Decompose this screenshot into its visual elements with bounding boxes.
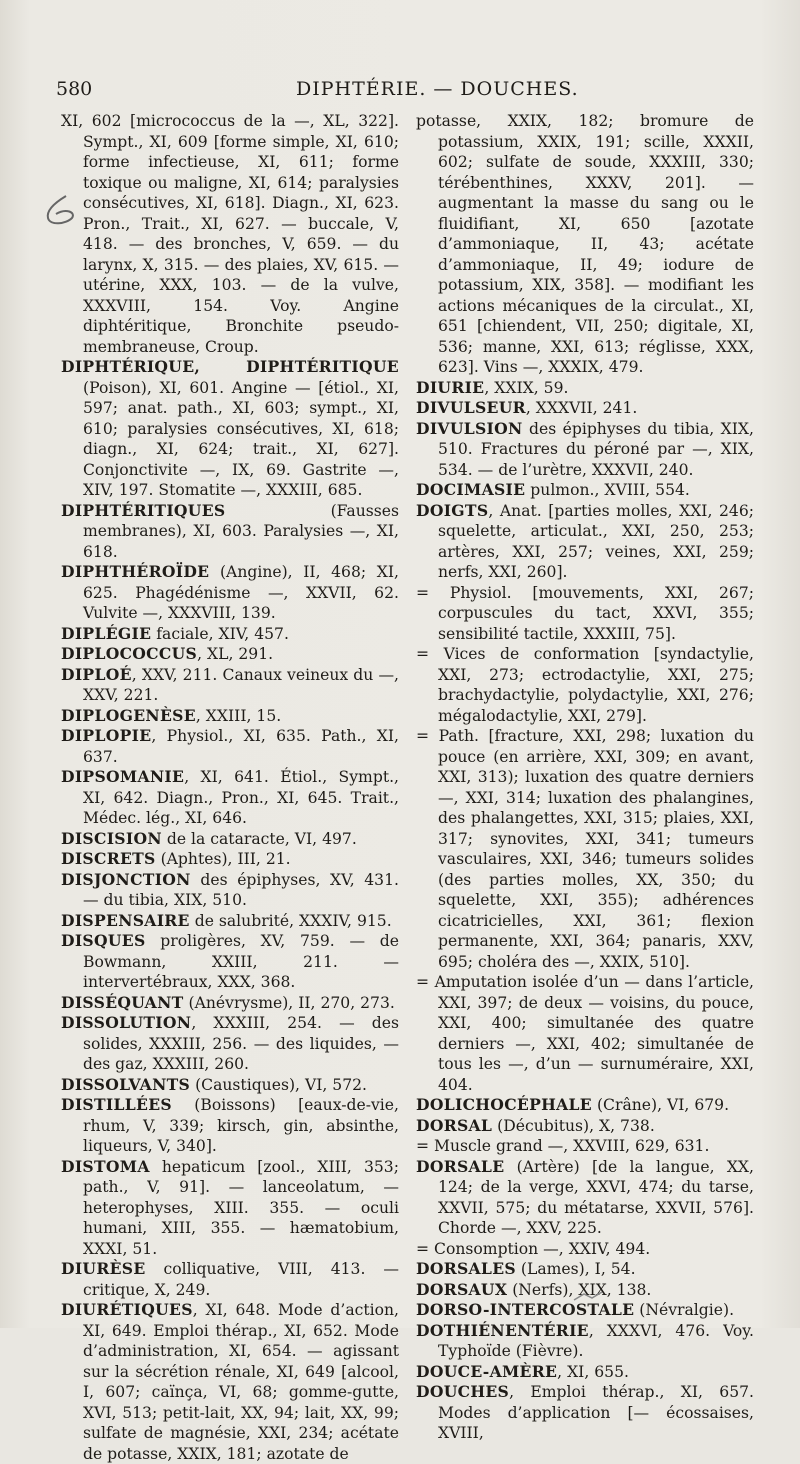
entry-text: XI, 602 [micrococcus de la —, XL, 322]. Sympt., XI, 609 [forme simple, XI, 610; forme infectieuse, XI, 611; forme toxique ou maligne, XI, 614; paralysies consécutives, XI, 618]. Diagn., XI, 623. Pron., Trait., XI, 627. — buccale, V, 418. — des bronches, V, 659. — du larynx, X, 315. — des plaies, XV, 615. — utérine, XXX, 103. — de la vulve, XXXVIII, 154. Voy. Angine diphtéritique, Bronchite pseudo-membraneuse, Croup. (61, 112, 399, 356)
entry-headword: DORSAL (416, 1115, 493, 1135)
entry-text: = Amputation isolée d’un — dans l’article, XXI, 397; de deux — voisins, du pouce, XXI, 400; simultanée des quatre derniers —, XXI, 402; simultanée de tous les —, d’un — surnuméraire, XXI, 404. (416, 973, 754, 1094)
entry-headword: DORSO-INTERCOSTALE (416, 1300, 635, 1319)
entry-text: = Path. [fracture, XXI, 298; luxation du pouce (en arrière, XXI, 309; en avant, XXI, 313); luxation des quatre derniers —, XXI, 314; luxation des phalangines, des phalangettes, XXI, 315; plaies, XXI, 317; synovites, XXI, 341; tumeurs vasculaires, XXI, 346; tumeurs solides (des parties molles, XX, 350; du squelette, XXI, 355); adhérences cicatricielles, XXI, 361; flexion permanente, XXI, 364; panaris, XXV, 695; choléra des —, XXIX, 510]. (416, 727, 754, 971)
index-entry (416, 1321, 754, 1362)
entry-text: , Physiol., XI, 635. Path., XI, 637. (83, 727, 399, 766)
entry-text: des épiphyses, XV, 431. — du tibia, XIX, 510. (83, 870, 399, 909)
entry-headword: DIPLOGENÈSE (61, 705, 196, 725)
index-entry (61, 1075, 399, 1096)
entry-headword: DIPLOÉ (61, 664, 132, 684)
entry-text: , XXXVII, 241. (525, 399, 638, 417)
index-entry (416, 972, 754, 1095)
entry-text: = Muscle grand —, XXVIII, 629, 631. (416, 1137, 710, 1155)
entry-text: de salubrité, XXXIV, 915. (194, 911, 392, 930)
entry-headword: DISTILLÉES (61, 1095, 172, 1114)
entry-text: (Crâne), VI, 679. (596, 1096, 730, 1114)
entry-text: , XXXIII, 254. — des solides, XXXIII, 256. — des liquides, — des gaz, XXXIII, 260. (83, 1014, 399, 1073)
index-entry (416, 1136, 754, 1157)
entry-text: des épiphyses du tibia, XIX, 510. Fractures du péroné par —, XIX, 534. — de l’urètre, XXXVII, 240. (438, 419, 754, 479)
index-entry (416, 726, 754, 972)
index-entry (416, 419, 754, 481)
index-entry (61, 357, 399, 501)
page-number: 580 (56, 78, 93, 100)
entry-headword: DIPSOMANIE (61, 767, 185, 786)
entry-text: (Décubitus), X, 738. (497, 1116, 655, 1135)
entry-text: , XXIII, 15. (195, 706, 282, 725)
entry-headword: DIURÈSE (61, 1259, 146, 1278)
index-entry (61, 624, 399, 645)
entry-headword: DISPENSAIRE (61, 910, 190, 930)
index-entry (416, 501, 754, 583)
entry-text: , XXXVI, 476. Voy. Typhoïde (Fièvre). (438, 1321, 754, 1360)
entry-text: (Anévrysme), II, 270, 273. (188, 993, 395, 1012)
index-entry (61, 911, 399, 932)
index-entry (61, 501, 399, 563)
index-entry (61, 665, 399, 706)
entry-headword: DOCIMASIE (416, 480, 526, 499)
entry-text: = Vices de conformation [syndactylie, XXI, 273; ectrodactylie, XXI, 275; brachydactylie, polydactylie, XXI, 276; mégalodactylie, XXI, 279]. (416, 645, 754, 725)
entry-headword: DIVULSION (416, 418, 523, 438)
index-entry (416, 480, 754, 501)
entry-headword: DIPLOCOCCUS (61, 644, 198, 663)
pencil-scribble-icon (570, 1288, 610, 1306)
entry-text: , XI, 648. Mode d’action, XI, 649. Emploi thérap., XI, 652. Mode d’administration, XI, 654. — agissant sur la sécrétion rénale, XI, 649 [alcool, I, 607; caïnça, VI, 68; gomme-gutte, XVI, 513; petit-lait, XX, 94; lait, XX, 99; sulfate de magnésie, XXI, 234; acétate de potasse, XXIX, 181; azotate de (83, 1301, 399, 1463)
entry-headword: DISSOLUTION (61, 1013, 192, 1032)
index-entry (61, 706, 399, 727)
index-entry (416, 1239, 754, 1260)
index-entry (416, 111, 754, 378)
index-entry (416, 1157, 754, 1239)
entry-headword: DISJONCTION (61, 869, 191, 889)
entry-text: (Lames), I, 54. (520, 1260, 636, 1278)
right-column (416, 111, 754, 1444)
entry-text: , XI, 641. Étiol., Sympt., XI, 642. Diagn., Pron., XI, 645. Trait., Médec. lég., XI, 646. (83, 768, 399, 827)
entry-headword: DIURIE (416, 377, 485, 397)
entry-headword: DISCRETS (61, 849, 156, 868)
index-entry (61, 111, 399, 357)
entry-headword: DISSÉQUANT (61, 992, 184, 1012)
index-entry (416, 1259, 754, 1280)
page-header (56, 78, 726, 106)
entry-headword: DIVULSEUR (416, 398, 526, 417)
index-entry (61, 870, 399, 911)
entry-headword: DISTOMA (61, 1156, 150, 1176)
index-entry (61, 562, 399, 624)
entry-text: faciale, XIV, 457. (156, 624, 289, 643)
index-entry (61, 1013, 399, 1075)
entry-text: (Nerfs), XIX, 138. (512, 1280, 652, 1299)
entry-headword: DIPHTÉRITIQUES (61, 500, 226, 520)
entry-headword: DORSALE (416, 1156, 505, 1176)
entry-text: (Artère) [de la langue, XX, 124; de la verge, XXVI, 474; du tarse, XXVII, 575; du métatarse, XXVII, 576]. Chorde —, XXV, 225. (438, 1157, 754, 1237)
index-entry (61, 767, 399, 829)
entry-text: , Emploi thérap., XI, 657. Modes d’application [— écossaises, XVIII, (438, 1383, 754, 1442)
index-entry (61, 1259, 399, 1300)
entry-headword: DOUCE-AMÈRE (416, 1361, 558, 1381)
entry-text: hepaticum [zool., XIII, 353; path., V, 91]. — lanceolatum, — heterophyses, XIII. 355. — oculi humani, XIII, 355. — hæmatobium, XXXI, 51. (83, 1157, 399, 1258)
entry-headword: DIPHTHÉROÏDE (61, 562, 210, 581)
index-entry (61, 1157, 399, 1260)
entry-headword: DOUCHES (416, 1382, 510, 1401)
index-entry (416, 1116, 754, 1137)
entry-text: (Fausses membranes), XI, 603. Paralysies —, XI, 618. (83, 501, 399, 561)
entry-headword: DOTHIÉNENTÉRIE (416, 1320, 589, 1340)
entry-headword: DOIGTS (416, 500, 489, 520)
entry-text: (Caustiques), VI, 572. (195, 1075, 367, 1094)
entry-headword: DIURÉTIQUES (61, 1300, 193, 1319)
entry-text: (Névralgie). (639, 1301, 735, 1319)
left-column (61, 111, 399, 1464)
entry-text: , XXV, 211. Canaux veineux du —, XXV, 221. (83, 665, 399, 704)
entry-text: colliquative, VIII, 413. — critique, X, 249. (83, 1260, 399, 1299)
entry-headword: DORSALES (416, 1259, 516, 1278)
entry-text: (Aphtes), III, 21. (160, 850, 291, 868)
index-entry (416, 644, 754, 726)
entry-text: , XXIX, 59. (484, 378, 569, 397)
entry-text: proligères, XV, 759. — de Bowmann, XXIII, 211. — intervertébraux, XXX, 368. (83, 932, 399, 991)
entry-text: pulmon., XVIII, 554. (530, 481, 690, 499)
index-entry (61, 644, 399, 665)
entry-headword: DISCISION (61, 828, 162, 848)
index-entry (61, 1300, 399, 1464)
index-entry (416, 1095, 754, 1116)
entry-text: de la cataracte, VI, 497. (166, 829, 357, 848)
entry-headword: DOLICHOCÉPHALE (416, 1095, 592, 1114)
entry-text: , Anat. [parties molles, XXI, 246; squelette, articulat., XXI, 250, 253; artères, XXI, 257; veines, XXI, 259; nerfs, XXI, 260]. (438, 501, 754, 581)
index-entry (416, 398, 754, 419)
entry-text: potasse, XXIX, 182; bromure de potassium, XXIX, 191; scille, XXXII, 602; sulfate de soude, XXXIII, 330; térébenthines, XXXV, 201]. — augmentant la masse du sang ou le fluidifiant, XI, 650 [azotate d’ammoniaque, II, 43; acétate d’ammoniaque, II, 49; iodure de potassium, XIX, 358]. — modifiant les actions mécaniques de la circulat., XI, 651 [chiendent, VII, 250; digitale, XI, 536; manne, XXI, 613; réglisse, XXX, 623]. Vins —, XXXIX, 479. (416, 112, 754, 376)
entry-text: (Poison), XI, 601. Angine — [étiol., XI, 597; anat. path., XI, 603; sympt., XI, 610; paralysies consécutives, XI, 618; diagn., XI, 624; trait., XI, 627]. Conjonctivite —, IX, 69. Gastrite —, XIV, 197. Stomatite —, XXXIII, 685. (83, 378, 399, 499)
entry-text: , XI, 655. (557, 1362, 629, 1381)
entry-headword: DIPLÉGIE (61, 623, 152, 643)
entry-text: (Boissons) [eaux-de-vie, rhum, V, 339; kirsch, gin, absinthe, liqueurs, V, 340]. (83, 1096, 399, 1155)
entry-headword: DISSOLVANTS (61, 1074, 191, 1094)
index-entry (61, 993, 399, 1014)
entry-text: = Physiol. [mouvements, XXI, 267; corpuscules du tact, XXVI, 355; sensibilité tactile, XXXIII, 75]. (416, 583, 754, 643)
entry-text: = Consomption —, XXIV, 494. (416, 1239, 651, 1258)
entry-text: , XL, 291. (197, 645, 274, 663)
index-entry (61, 849, 399, 870)
index-entry (416, 1362, 754, 1383)
index-entry (61, 726, 399, 767)
index-entry (61, 931, 399, 993)
entry-headword: DISQUES (61, 931, 146, 950)
index-entry (416, 1382, 754, 1444)
running-head: DIPHTÉRIE. — DOUCHES. (296, 78, 579, 100)
index-entry (416, 583, 754, 645)
entry-headword: DIPLOPIE (61, 726, 152, 745)
entry-headword: DORSAUX (416, 1279, 508, 1299)
index-entry (416, 378, 754, 399)
entry-headword: DIPHTÉRIQUE, DIPHTÉRITIQUE (61, 357, 399, 376)
index-entry (61, 1095, 399, 1157)
entry-text: (Angine), II, 468; XI, 625. Phagédénisme —, XXVII, 62. Vulvite —, XXXVIII, 139. (83, 563, 399, 622)
index-entry (61, 829, 399, 850)
